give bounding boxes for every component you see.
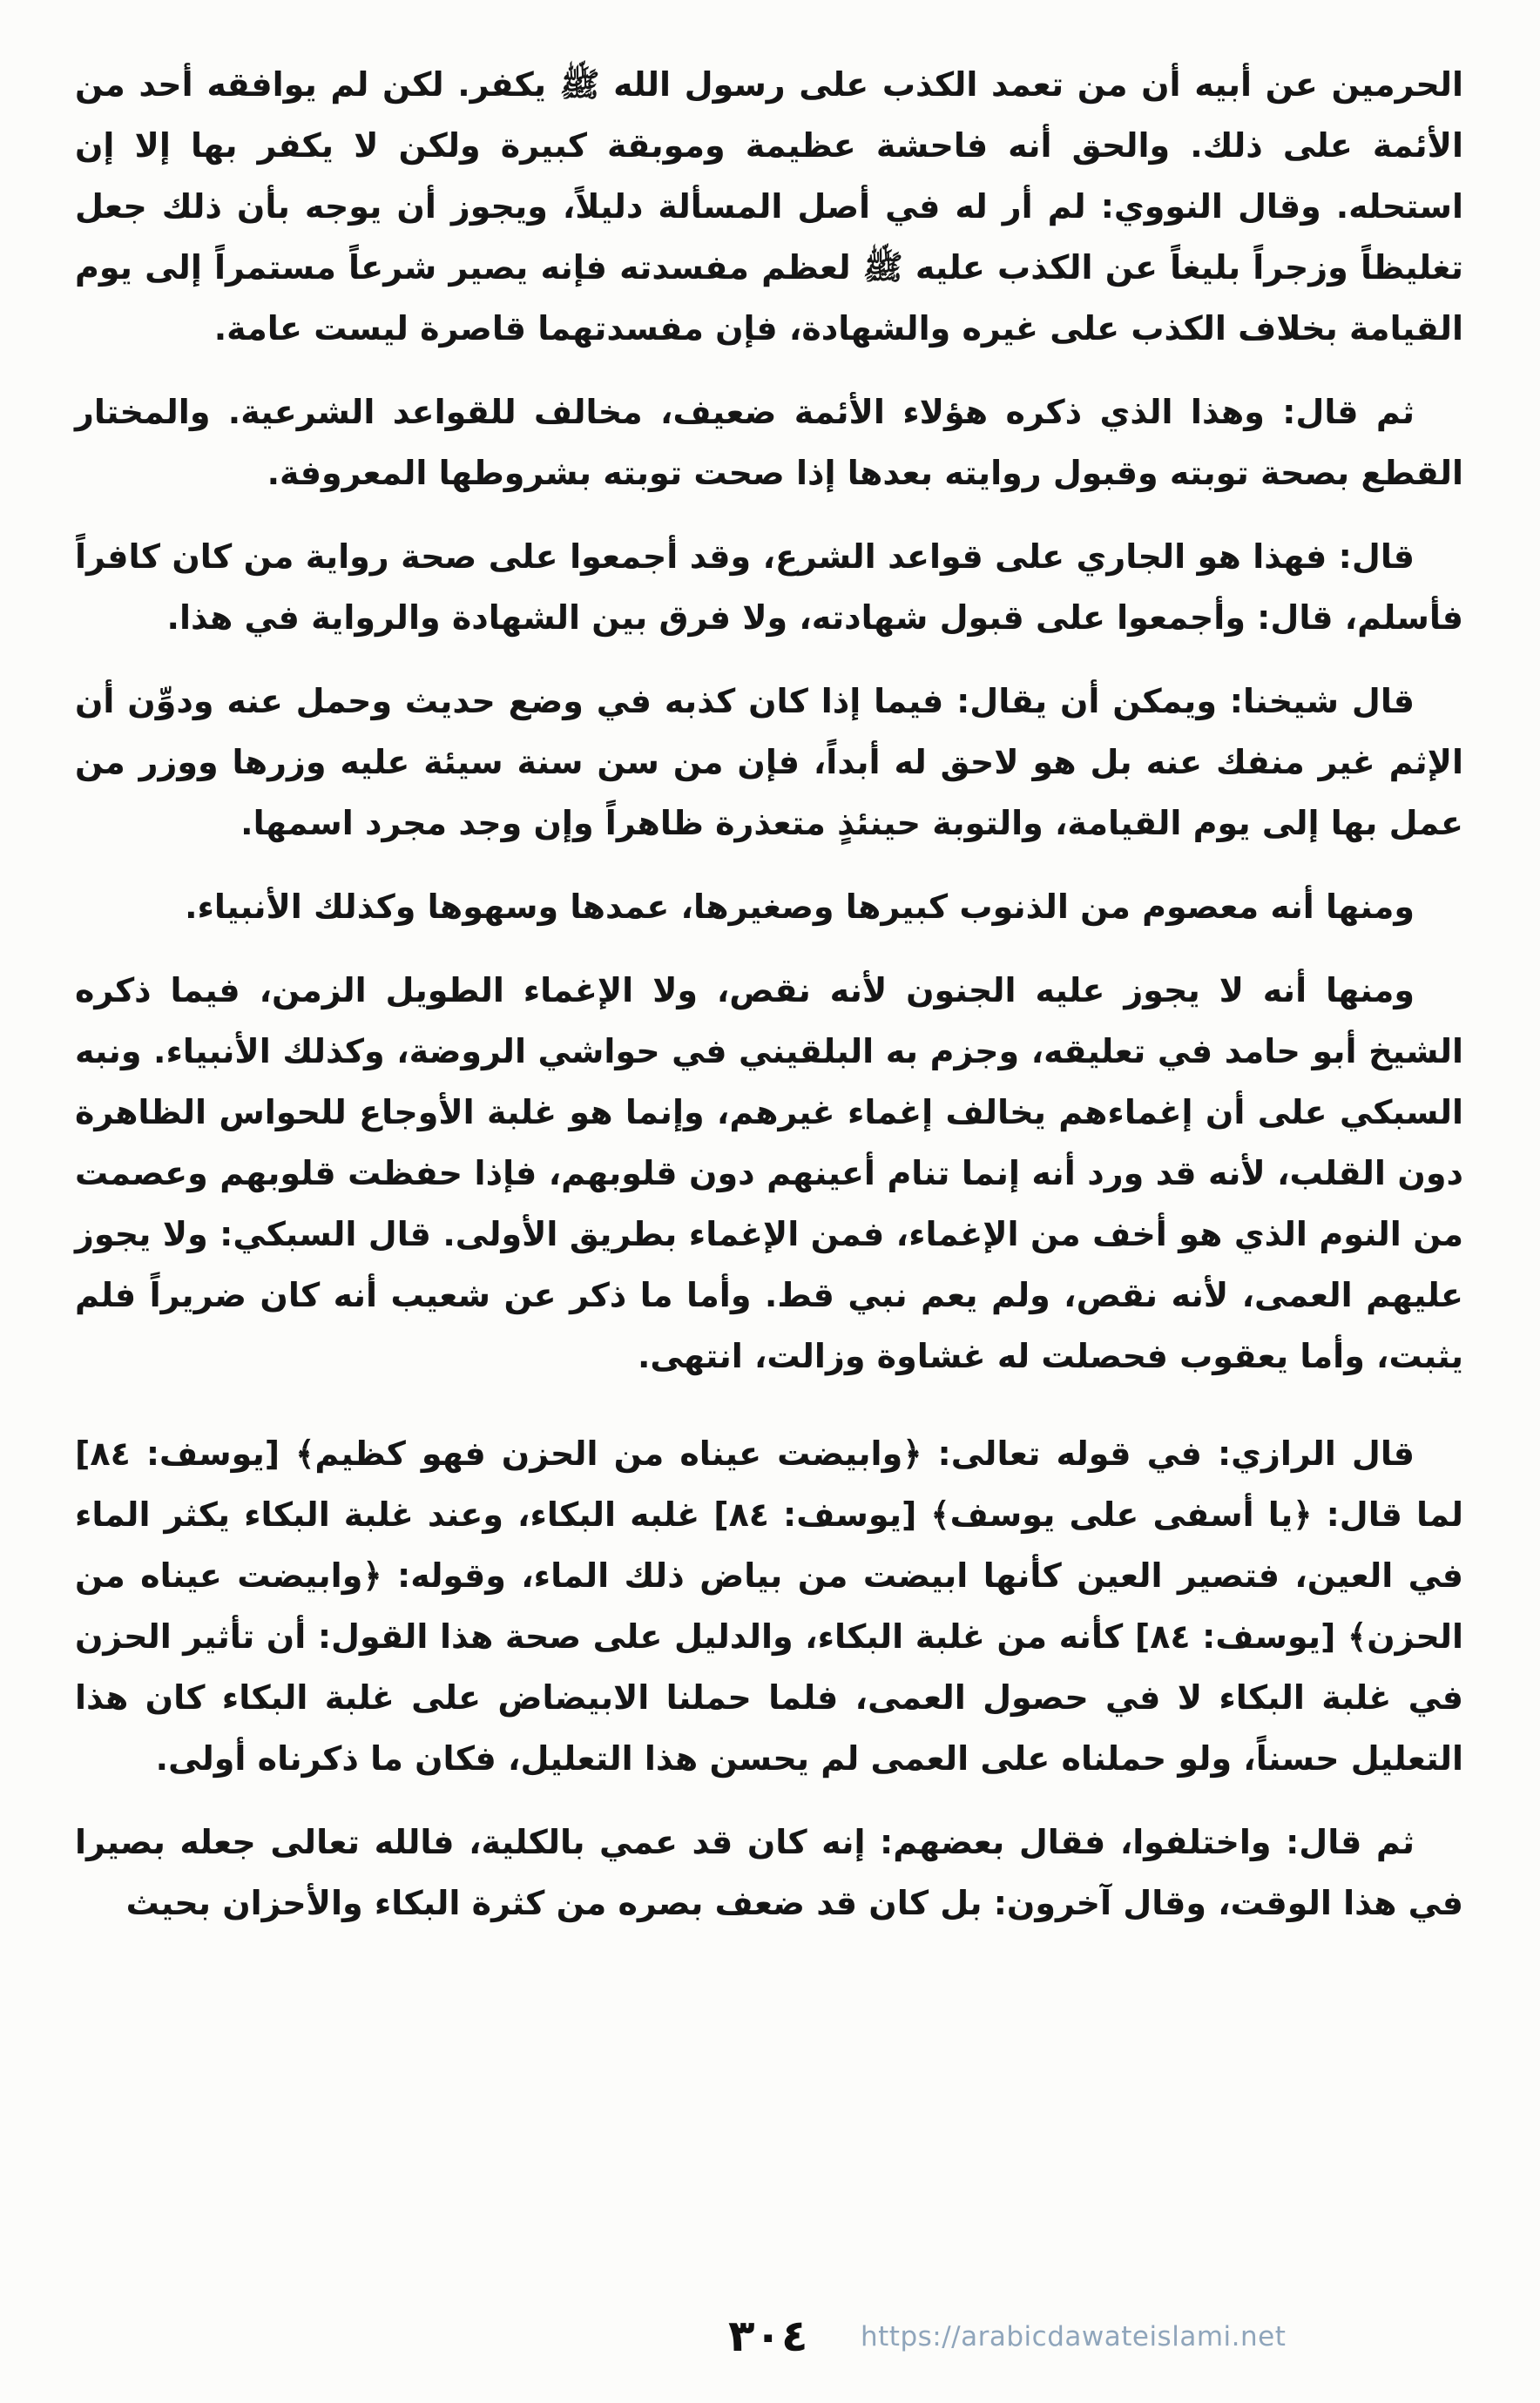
paragraph: قال شيخنا: ويمكن أن يقال: فيما إذا كان كذبه في وضع حديث وحمل عنه ودوِّن أن الإثم غير منفك عنه بل هو لاحق له أبداً، فإن من سن سنة سيئة عليه وزرها ووزر من عمل بها إلى يوم القيامة، والتوبة حينئذٍ متعذرة ظاهراً وإن وجد مجرد اسمها.: [75, 682, 1463, 842]
watermark-url: https://arabicdawateislami.net: [861, 2321, 1287, 2352]
paragraph: ومنها أنه معصوم من الذنوب كبيرها وصغيرها، عمدها وسهوها وكذلك الأنبياء.: [185, 888, 1415, 926]
page-text-block: [75, 54, 1463, 1956]
page-number: ٣٠٤: [728, 2311, 808, 2361]
paragraph: ثم قال: واختلفوا، فقال بعضهم: إنه كان قد عمي بالكلية، فالله تعالى جعله بصيرا في هذا الوقت، وقال آخرون: بل كان قد ضعف بصره من كثرة البكاء والأحزان بحيث: [75, 1823, 1463, 1922]
page-footer: [0, 2304, 1540, 2365]
paragraph: ومنها أنه لا يجوز عليه الجنون لأنه نقص، ولا الإغماء الطويل الزمن، فيما ذكره الشيخ أبو حامد في تعليقه، وجزم به البلقيني في حواشي الروضة، وكذلك الأنبياء. ونبه السبكي على أن إغماءهم يخالف إغماء غيرهم، وإنما هو غلبة الأوجاع للحواس الظاهرة دون القلب، لأنه قد ورد أنه إنما تنام أعينهم دون قلوبهم، فإذا حفظت قلوبهم وعصمت من النوم الذي هو أخف من الإغماء، فمن الإغماء بطريق الأولى. قال السبكي: ولا يجوز عليهم العمى، لأنه نقص، ولم يعم نبي قط. وأما ما ذكر عن شعيب أنه كان ضريراً فلم يثبت، وأما يعقوب فحصلت له غشاوة وزالت، انتهى.: [75, 971, 1463, 1375]
paragraph: قال الرازي: في قوله تعالى: ﴿وابيضت عيناه من الحزن فهو كظيم﴾ [يوسف: ٨٤] لما قال: ﴿يا أسفى على يوسف﴾ [يوسف: ٨٤] غلبه البكاء، وعند غلبة البكاء يكثر الماء في العين، فتصير العين كأنها ابيضت من بياض ذلك الماء، وقوله: ﴿وابيضت عيناه من الحزن﴾ [يوسف: ٨٤] كأنه من غلبة البكاء، والدليل على صحة هذا القول: أن تأثير الحزن في غلبة البكاء لا في حصول العمى، فلما حملنا الابيضاض على غلبة البكاء كان هذا التعليل حسناً، ولو حملناه على العمى لم يحسن هذا التعليل، فكان ما ذكرناه أولى.: [75, 1434, 1463, 1778]
paragraph-continuation: الحرمين عن أبيه أن من تعمد الكذب على رسول الله ﷺ يكفر. لكن لم يوافقه أحد من الأئمة على ذلك. والحق أنه فاحشة عظيمة وموبقة كبيرة ولكن لا يكفر بها إلا إن استحله. وقال النووي: لم أر له في أصل المسألة دليلاً، ويجوز أن يوجه بأن ذلك جعل تغليظاً وزجراً بليغاً عن الكذب عليه ﷺ لعظم مفسدته فإنه يصير شرعاً مستمراً إلى يوم القيامة بخلاف الكذب على غيره والشهادة، فإن مفسدتهما قاصرة ليست عامة.: [75, 65, 1463, 348]
paragraph: ثم قال: وهذا الذي ذكره هؤلاء الأئمة ضعيف، مخالف للقواعد الشرعية. والمختار القطع بصحة توبته وقبول روايته بعدها إذا صحت توبته بشروطها المعروفة.: [75, 393, 1463, 492]
paragraph: قال: فهذا هو الجاري على قواعد الشرع، وقد أجمعوا على صحة رواية من كان كافراً فأسلم، قال: وأجمعوا على قبول شهادته، ولا فرق بين الشهادة والرواية في هذا.: [75, 537, 1463, 637]
